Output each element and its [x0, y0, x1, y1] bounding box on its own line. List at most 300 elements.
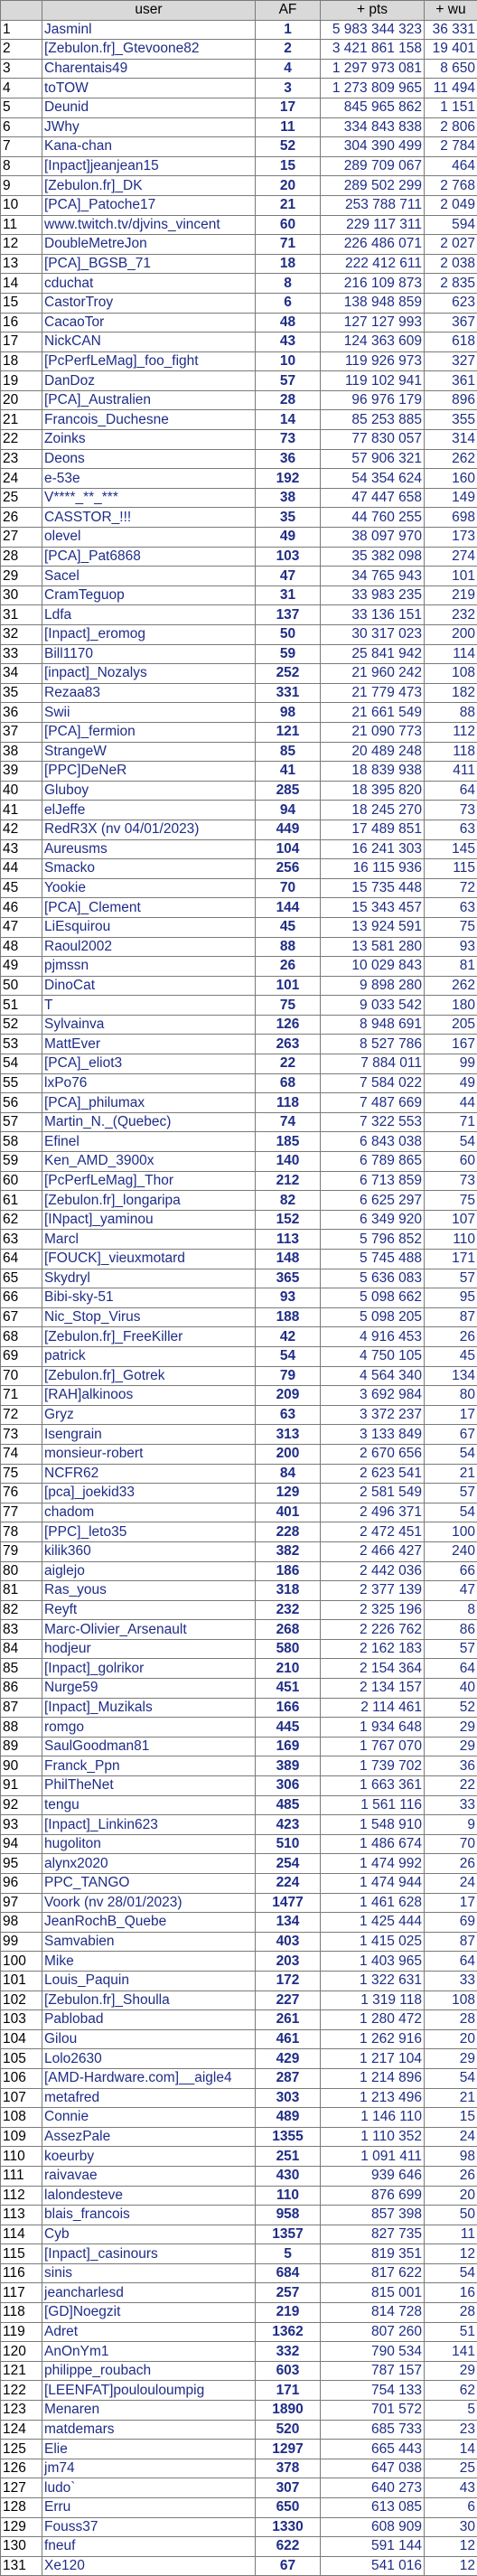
table-row	[1, 917, 477, 937]
af-cell: 1330	[256, 2517, 321, 2537]
wu-cell: 44	[425, 1093, 477, 1113]
pts-cell: 21 960 242	[321, 664, 425, 684]
user-cell: Yookie	[42, 878, 256, 898]
pts-cell: 2 154 364	[321, 1659, 425, 1679]
wu-cell: 43	[425, 2478, 477, 2498]
pts-cell: 1 415 025	[321, 1932, 425, 1952]
wu-cell: 63	[425, 820, 477, 839]
rank-cell: 65	[1, 1269, 42, 1288]
wu-cell: 80	[425, 1386, 477, 1406]
user-cell: [PcPerfLeMag]_foo_fight	[42, 351, 256, 371]
af-cell: 14	[256, 410, 321, 430]
pts-cell: 4 564 340	[321, 1366, 425, 1386]
pts-cell: 119 926 973	[321, 351, 425, 371]
table-row	[1, 2556, 477, 2576]
table-row	[1, 488, 477, 508]
af-cell: 268	[256, 1620, 321, 1640]
rank-cell: 75	[1, 1464, 42, 1484]
pts-cell: 2 325 196	[321, 1600, 425, 1620]
pts-cell: 15 343 457	[321, 898, 425, 918]
wu-cell: 81	[425, 957, 477, 977]
rank-cell: 61	[1, 1191, 42, 1211]
user-cell: Smacko	[42, 859, 256, 879]
pts-cell: 647 038	[321, 2459, 425, 2478]
user-cell: Franck_Ppn	[42, 1756, 256, 1776]
rank-cell: 17	[1, 333, 42, 352]
wu-header: + wu	[425, 1, 477, 21]
rank-cell: 32	[1, 625, 42, 645]
user-cell: NickCAN	[42, 333, 256, 352]
wu-cell: 54	[425, 1503, 477, 1522]
user-cell: [inpact]_Nozalys	[42, 664, 256, 684]
wu-cell: 219	[425, 585, 477, 605]
af-cell: 254	[256, 1854, 321, 1874]
pts-cell: 685 733	[321, 2420, 425, 2440]
af-cell: 67	[256, 2556, 321, 2576]
user-cell: [Inpact]_eromog	[42, 625, 256, 645]
pts-cell: 5 983 344 323	[321, 20, 425, 40]
pts-cell: 253 788 711	[321, 195, 425, 215]
rank-cell: 52	[1, 1015, 42, 1035]
pts-cell: 21 661 549	[321, 703, 425, 723]
wu-cell: 262	[425, 449, 477, 469]
wu-cell: 33	[425, 1795, 477, 1815]
table-row	[1, 254, 477, 274]
af-cell: 5	[256, 2244, 321, 2264]
wu-cell: 112	[425, 722, 477, 742]
af-cell: 152	[256, 1210, 321, 1230]
wu-cell: 2 027	[425, 235, 477, 255]
af-cell: 403	[256, 1932, 321, 1952]
user-cell: DanDoz	[42, 371, 256, 391]
wu-cell: 26	[425, 1327, 477, 1347]
pts-cell: 2 226 762	[321, 1620, 425, 1640]
rank-cell: 96	[1, 1874, 42, 1894]
table-row	[1, 2068, 477, 2088]
wu-cell: 274	[425, 547, 477, 567]
wu-cell: 33	[425, 1971, 477, 1991]
af-cell: 38	[256, 488, 321, 508]
wu-cell: 73	[425, 801, 477, 820]
af-cell: 287	[256, 2068, 321, 2088]
pts-cell: 30 317 023	[321, 625, 425, 645]
rank-cell: 120	[1, 2342, 42, 2362]
pts-cell: 16 115 936	[321, 859, 425, 879]
table-body	[1, 20, 477, 2576]
rank-cell: 79	[1, 1541, 42, 1561]
rank-cell: 1	[1, 20, 42, 40]
user-cell: CacaoTor	[42, 313, 256, 333]
af-cell: 382	[256, 1541, 321, 1561]
pts-cell: 5 098 662	[321, 1288, 425, 1308]
pts-cell: 1 262 916	[321, 2029, 425, 2049]
user-cell: StrangeW	[42, 742, 256, 762]
table-row	[1, 2029, 477, 2049]
pts-cell: 7 487 669	[321, 1093, 425, 1113]
af-cell: 485	[256, 1795, 321, 1815]
af-cell: 45	[256, 917, 321, 937]
table-row	[1, 2108, 477, 2128]
user-cell: MattEver	[42, 1035, 256, 1054]
user-cell: Reyft	[42, 1600, 256, 1620]
pts-cell: 819 351	[321, 2244, 425, 2264]
rank-cell: 119	[1, 2322, 42, 2342]
af-cell: 1357	[256, 2225, 321, 2244]
pts-cell: 13 924 591	[321, 917, 425, 937]
user-cell: V****_**_***	[42, 488, 256, 508]
rank-cell: 98	[1, 1913, 42, 1933]
pts-cell: 25 841 942	[321, 644, 425, 664]
table-row	[1, 2244, 477, 2264]
af-cell: 59	[256, 644, 321, 664]
pts-cell: 2 114 461	[321, 1698, 425, 1718]
user-cell: [AMD-Hardware.com]__aigle4	[42, 2068, 256, 2088]
pts-cell: 13 581 280	[321, 937, 425, 957]
af-cell: 186	[256, 1561, 321, 1581]
wu-cell: 2 806	[425, 117, 477, 137]
rank-cell: 12	[1, 235, 42, 255]
wu-cell: 45	[425, 1346, 477, 1366]
user-cell: kilik360	[42, 1541, 256, 1561]
wu-cell: 173	[425, 528, 477, 548]
table-row	[1, 664, 477, 684]
af-cell: 71	[256, 235, 321, 255]
pts-cell: 7 884 011	[321, 1054, 425, 1074]
rank-cell: 34	[1, 664, 42, 684]
rank-cell: 88	[1, 1718, 42, 1738]
af-cell: 121	[256, 722, 321, 742]
wu-cell: 114	[425, 644, 477, 664]
user-cell: ludo`	[42, 2478, 256, 2498]
rank-cell: 42	[1, 820, 42, 839]
user-cell: Efinel	[42, 1132, 256, 1152]
user-cell: [PCA]_BGSB_71	[42, 254, 256, 274]
rank-cell: 106	[1, 2068, 42, 2088]
user-cell: [Zebulon.fr]_FreeKiller	[42, 1327, 256, 1347]
rank-cell: 5	[1, 98, 42, 117]
table-row	[1, 781, 477, 801]
pts-cell: 2 162 183	[321, 1639, 425, 1659]
user-cell: Bibi-sky-51	[42, 1288, 256, 1308]
table-row	[1, 898, 477, 918]
rank-cell: 45	[1, 878, 42, 898]
af-cell: 74	[256, 1112, 321, 1132]
rank-cell: 105	[1, 2049, 42, 2069]
af-cell: 15	[256, 156, 321, 176]
wu-cell: 411	[425, 762, 477, 782]
table-row	[1, 2537, 477, 2557]
rank-cell: 19	[1, 371, 42, 391]
wu-cell: 23	[425, 2420, 477, 2440]
wu-cell: 95	[425, 1288, 477, 1308]
rank-cell: 72	[1, 1405, 42, 1425]
rank-cell: 69	[1, 1346, 42, 1366]
table-row	[1, 1152, 477, 1172]
wu-cell: 93	[425, 937, 477, 957]
rank-cell: 40	[1, 781, 42, 801]
wu-cell: 16	[425, 2283, 477, 2303]
table-row	[1, 996, 477, 1016]
table-row	[1, 1307, 477, 1327]
user-cell: Deons	[42, 449, 256, 469]
user-cell: [PCA]_Pat6868	[42, 547, 256, 567]
af-cell: 185	[256, 1132, 321, 1152]
af-cell: 36	[256, 449, 321, 469]
rank-cell: 82	[1, 1600, 42, 1620]
wu-cell: 71	[425, 1112, 477, 1132]
af-cell: 252	[256, 664, 321, 684]
wu-cell: 40	[425, 1679, 477, 1699]
user-cell: [PPC]DeNeR	[42, 762, 256, 782]
wu-cell: 66	[425, 1561, 477, 1581]
af-cell: 209	[256, 1386, 321, 1406]
wu-cell: 29	[425, 2049, 477, 2069]
pts-cell: 57 906 321	[321, 449, 425, 469]
wu-cell: 28	[425, 2010, 477, 2030]
pts-cell: 20 489 248	[321, 742, 425, 762]
user-cell: CramTeguop	[42, 585, 256, 605]
table-row	[1, 1737, 477, 1756]
table-row	[1, 605, 477, 625]
table-row	[1, 878, 477, 898]
pts-cell: 17 489 851	[321, 820, 425, 839]
af-header: AF	[256, 1, 321, 21]
user-cell: Martin_N._(Quebec)	[42, 1112, 256, 1132]
af-cell: 84	[256, 1464, 321, 1484]
wu-cell: 2 768	[425, 176, 477, 196]
pts-cell: 334 843 838	[321, 117, 425, 137]
user-cell: Gryz	[42, 1405, 256, 1425]
table-row	[1, 1171, 477, 1191]
rank-cell: 66	[1, 1288, 42, 1308]
pts-cell: 1 461 628	[321, 1893, 425, 1913]
pts-cell: 1 934 648	[321, 1718, 425, 1738]
af-cell: 318	[256, 1581, 321, 1601]
wu-cell: 327	[425, 351, 477, 371]
wu-cell: 149	[425, 488, 477, 508]
rank-cell: 44	[1, 859, 42, 879]
pts-cell: 1 561 116	[321, 1795, 425, 1815]
wu-cell: 134	[425, 1366, 477, 1386]
wu-cell: 182	[425, 683, 477, 703]
wu-cell: 75	[425, 1191, 477, 1211]
wu-cell: 464	[425, 156, 477, 176]
user-cell: Louis_Paquin	[42, 1971, 256, 1991]
rank-cell: 21	[1, 410, 42, 430]
rank-cell: 101	[1, 1971, 42, 1991]
rank-cell: 47	[1, 917, 42, 937]
pts-cell: 807 260	[321, 2322, 425, 2342]
rank-cell: 25	[1, 488, 42, 508]
table-row	[1, 1132, 477, 1152]
af-cell: 41	[256, 762, 321, 782]
pts-cell: 1 273 809 965	[321, 79, 425, 98]
table-row	[1, 1230, 477, 1250]
wu-cell: 240	[425, 1541, 477, 1561]
rank-cell: 108	[1, 2108, 42, 2128]
af-cell: 8	[256, 274, 321, 294]
table-row	[1, 1366, 477, 1386]
rank-cell: 87	[1, 1698, 42, 1718]
wu-cell: 28	[425, 2303, 477, 2323]
user-cell: Erru	[42, 2498, 256, 2518]
rank-cell: 93	[1, 1815, 42, 1835]
wu-cell: 896	[425, 390, 477, 410]
pts-cell: 640 273	[321, 2478, 425, 2498]
pts-cell: 127 127 993	[321, 313, 425, 333]
table-row	[1, 508, 477, 528]
rank-cell: 3	[1, 59, 42, 79]
rank-cell: 51	[1, 996, 42, 1016]
wu-cell: 108	[425, 664, 477, 684]
wu-cell: 2 038	[425, 254, 477, 274]
rank-cell: 63	[1, 1230, 42, 1250]
table-row	[1, 1952, 477, 1972]
rank-cell: 48	[1, 937, 42, 957]
user-cell: Pablobad	[42, 2010, 256, 2030]
user-cell: chadom	[42, 1503, 256, 1522]
af-cell: 227	[256, 1991, 321, 2010]
table-row	[1, 976, 477, 996]
table-row	[1, 644, 477, 664]
pts-cell: 6 713 859	[321, 1171, 425, 1191]
table-row	[1, 469, 477, 489]
af-cell: 48	[256, 313, 321, 333]
wu-cell: 14	[425, 2440, 477, 2459]
af-cell: 650	[256, 2498, 321, 2518]
af-cell: 129	[256, 1484, 321, 1503]
af-cell: 1	[256, 20, 321, 40]
user-cell: romgo	[42, 1718, 256, 1738]
table-row	[1, 2088, 477, 2108]
af-cell: 42	[256, 1327, 321, 1347]
user-cell: lxPo76	[42, 1073, 256, 1093]
af-cell: 622	[256, 2537, 321, 2557]
table-row	[1, 859, 477, 879]
pts-cell: 6 789 865	[321, 1152, 425, 1172]
table-row	[1, 1503, 477, 1522]
table-row	[1, 2322, 477, 2342]
pts-cell: 289 502 299	[321, 176, 425, 196]
user-cell: hugoliton	[42, 1834, 256, 1854]
rank-cell: 71	[1, 1386, 42, 1406]
user-cell: [FOUCK]_vieuxmotard	[42, 1250, 256, 1269]
table-row	[1, 1015, 477, 1035]
wu-cell: 54	[425, 1444, 477, 1464]
af-cell: 88	[256, 937, 321, 957]
table-row	[1, 2498, 477, 2518]
af-cell: 6	[256, 293, 321, 313]
table-row	[1, 137, 477, 157]
rank-cell: 4	[1, 79, 42, 98]
table-row	[1, 371, 477, 391]
af-cell: 28	[256, 390, 321, 410]
rank-cell: 131	[1, 2556, 42, 2576]
af-cell: 68	[256, 1073, 321, 1093]
pts-cell: 9 033 542	[321, 996, 425, 1016]
table-row	[1, 1210, 477, 1230]
user-cell: [Inpact]_Linkin623	[42, 1815, 256, 1835]
af-cell: 331	[256, 683, 321, 703]
af-cell: 144	[256, 898, 321, 918]
pts-cell: 1 146 110	[321, 2108, 425, 2128]
pts-cell: 613 085	[321, 2498, 425, 2518]
wu-cell: 88	[425, 703, 477, 723]
wu-cell: 101	[425, 567, 477, 586]
rank-cell: 118	[1, 2303, 42, 2323]
pts-cell: 814 728	[321, 2303, 425, 2323]
table-row	[1, 390, 477, 410]
wu-cell: 57	[425, 1484, 477, 1503]
pts-cell: 6 843 038	[321, 1132, 425, 1152]
user-cell: [Zebulon.fr]_Shoulla	[42, 1991, 256, 2010]
af-cell: 256	[256, 859, 321, 879]
table-row	[1, 2420, 477, 2440]
user-cell: blais_francois	[42, 2206, 256, 2225]
wu-cell: 12	[425, 2244, 477, 2264]
table-row	[1, 2361, 477, 2381]
user-cell: DinoCat	[42, 976, 256, 996]
pts-cell: 216 109 873	[321, 274, 425, 294]
user-cell: T	[42, 996, 256, 1016]
pts-cell: 3 372 237	[321, 1405, 425, 1425]
wu-cell: 54	[425, 2263, 477, 2283]
rank-cell: 116	[1, 2263, 42, 2283]
table-row	[1, 1073, 477, 1093]
rank-cell: 114	[1, 2225, 42, 2244]
table-row	[1, 1756, 477, 1776]
wu-cell: 57	[425, 1269, 477, 1288]
user-cell: jm74	[42, 2459, 256, 2478]
pts-cell: 608 909	[321, 2517, 425, 2537]
user-cell: Mike	[42, 1952, 256, 1972]
pts-cell: 1 319 118	[321, 1991, 425, 2010]
wu-cell: 2 784	[425, 137, 477, 157]
wu-cell: 167	[425, 1035, 477, 1054]
pts-cell: 2 472 451	[321, 1522, 425, 1542]
table-row	[1, 1991, 477, 2010]
wu-cell: 26	[425, 2166, 477, 2186]
user-cell: Zoinks	[42, 430, 256, 450]
table-row	[1, 2401, 477, 2421]
af-cell: 49	[256, 528, 321, 548]
af-cell: 307	[256, 2478, 321, 2498]
user-cell: Marc-Olivier_Arsenault	[42, 1620, 256, 1640]
user-cell: toTOW	[42, 79, 256, 98]
user-cell: [Inpact]_casinours	[42, 2244, 256, 2264]
pts-cell: 35 382 098	[321, 547, 425, 567]
pts-cell: 1 486 674	[321, 1834, 425, 1854]
rank-cell: 115	[1, 2244, 42, 2264]
user-cell: Gluboy	[42, 781, 256, 801]
user-cell: metafred	[42, 2088, 256, 2108]
af-cell: 43	[256, 333, 321, 352]
wu-cell: 118	[425, 742, 477, 762]
wu-cell: 60	[425, 1152, 477, 1172]
table-row	[1, 156, 477, 176]
table-row	[1, 1815, 477, 1835]
user-cell: pjmssn	[42, 957, 256, 977]
table-row	[1, 1776, 477, 1796]
pts-cell: 77 830 057	[321, 430, 425, 450]
rank-cell: 100	[1, 1952, 42, 1972]
rank-cell: 59	[1, 1152, 42, 1172]
rank-cell: 39	[1, 762, 42, 782]
wu-cell: 8	[425, 1600, 477, 1620]
af-cell: 1477	[256, 1893, 321, 1913]
rank-cell: 9	[1, 176, 42, 196]
pts-cell: 2 581 549	[321, 1484, 425, 1503]
